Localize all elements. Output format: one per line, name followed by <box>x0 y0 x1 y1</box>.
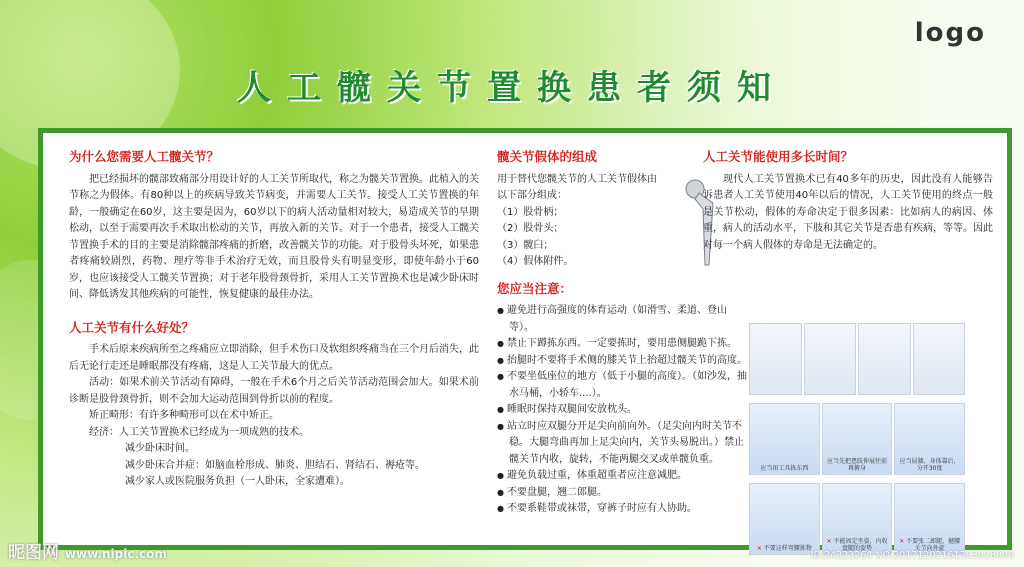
paragraph: 用于替代您髋关节的人工关节假体由以下部分组成： <box>497 173 657 201</box>
section-heading: 人工关节有什么好处？ <box>69 319 195 335</box>
page-title: 人工髋关节置换患者须知 <box>237 68 787 108</box>
list-item: 减少家人或医院服务负担（一人卧床，全家遭难）。 <box>125 476 350 487</box>
section-heading: 您应当注意： <box>497 280 573 296</box>
photo <box>749 403 820 475</box>
content-board <box>38 128 1012 550</box>
photo <box>822 403 893 475</box>
cross-icon: ✕ <box>826 538 832 545</box>
paragraph: 活动：如果术前关节活动有障碍，一般在手术6个月之后关节活动范围会加大。如果术前诊断是股骨颈骨折，则不会加大运动范围到骨折以前的程度。 <box>69 377 479 405</box>
caption: ✕ 不能固定坐姿，内收盘腿的姿势 <box>826 538 888 552</box>
section-heading: 髋关节假体的组成 <box>497 149 598 164</box>
photo-strip-dont <box>749 483 965 555</box>
list-item: 减少卧床合并症：如脑血栓形成、肺炎、胆结石、肾结石、褥疮等。 <box>125 459 425 471</box>
photo <box>894 403 965 475</box>
cross-icon: ✕ <box>756 545 762 552</box>
list-item: （3）髋臼； <box>497 239 554 251</box>
photo <box>858 323 911 395</box>
photo <box>749 323 802 395</box>
list-item: ● 禁止下蹲拣东西。一定要拣时，要用患侧腿跪下拣。 <box>497 336 747 353</box>
list-item: ● 抬腿时不要将手术侧的膝关节上抬超过髋关节的高度。 <box>497 353 747 370</box>
photo-strip-do <box>749 403 965 475</box>
logo: logo <box>914 18 986 48</box>
column-why <box>69 149 479 491</box>
column-lifespan <box>703 149 993 254</box>
list-item: ● 不要坐低座位的地方（低于小腿的高度）。（如沙发，抽水马桶，小轿车....）。 <box>497 369 747 402</box>
photo <box>894 483 965 555</box>
list-item: ● 不要盘腿，翘二郎腿。 <box>497 485 747 502</box>
caption: ✕ 不要这样弯腰拣物 <box>756 545 812 552</box>
photo <box>804 323 857 395</box>
watermark: 昵图网 www.nipic.com <box>8 543 167 563</box>
list-item: （2）股骨头； <box>497 223 564 234</box>
photo <box>822 483 893 555</box>
watermark-id: ID:24323264 NO:20171202161303028000 <box>810 550 1014 561</box>
paragraph: 经济：人工关节置换术已经成为一项成熟的技术。 <box>89 426 309 438</box>
illustration-panel <box>749 323 965 563</box>
list-item: ● 不要系鞋带或袜带，穿裤子时应有人协助。 <box>497 501 747 518</box>
list-item: （4）假体附件。 <box>497 256 574 267</box>
section-heading: 人工关节能使用多长时间？ <box>703 149 854 164</box>
list-item: （1）股骨柄； <box>497 206 564 218</box>
section-heading: 为什么您需要人工髋关节？ <box>69 149 220 164</box>
caption: 应当屈膝，身体靠后，分开30度 <box>899 458 960 472</box>
paragraph: 矫正畸形：有许多种畸形可以在术中矫正。 <box>89 410 279 421</box>
list-item: ● 避免负载过重，体重超重者应注意减肥。 <box>497 468 747 485</box>
paragraph: 把已经损坏的髋部致痛部分用设计好的人工关节所取代，称之为髋关节置换。此植入的关节称之为假体。有80种以上的疾病导致关节病变，并需要人工关节。接受人工关节置换的年龄，一般确定在60岁，这主要是因为，60岁以下的病人活动量相对较大，易造成关节的早期松动，以至于需要再次手术取出松动的关节，再放入新的关节。对于一个患者，接受人工髋关节置换手术的目的主要是消除髋部疼痛的折磨，改善髋关节的功能。对于股骨头坏死，如果患者疼痛较剧烈，药物、理疗等非手术治疗无效，而且股骨头有明显变形，即使年龄小于60岁，也应该接受人工髋关节置换；对于老年股骨颈骨折，采用人工关节置换术也是减少卧床时间、降低诱发其他疾病的可能性，恢复健康的最佳办法。 <box>69 173 479 300</box>
cross-icon: ✕ <box>899 538 905 545</box>
caption: ✕ 不要张二郎腿，健腰关节向外旋 <box>899 538 961 552</box>
paragraph: 手术后原来疾病所至之疼痛应立即消除，但手术伤口及软组织疼痛当在三个月后消失，此后无论行走还是睡眠都没有疼痛，这是人工关节最大的优点。 <box>69 344 479 372</box>
photo-strip-walker <box>749 323 965 395</box>
photo <box>749 483 820 555</box>
paragraph: 现代人工关节置换术已有40多年的历史，因此没有人能够告诉患者人工关节使用40年以后的情况，人工关节使用的终点一般是关节松动，假体的寿命决定于很多因素：比如病人的病因、体重，病人的活动水平，下肢和其它关节是否患有疾病，等等。因此对每一个病人假体的寿命是无法确定的。 <box>703 173 993 251</box>
list-item: ● 避免进行高强度的体育运动（如滑雪、柔道、登山等）。 <box>497 303 747 336</box>
list-item: 减少卧床时间。 <box>125 443 195 454</box>
caption: 应当先把患肢伸展往前再俯身 <box>827 458 888 472</box>
list-item: ● 站立时应双腿分开足尖向前向外。（足尖向内时关节不稳。大腿弯曲再加上足尖向内，关节头易脱出。）禁止髋关节内收，旋转，不能两腿交叉或单髋负重。 <box>497 419 747 469</box>
photo <box>913 323 966 395</box>
caption: 应当用工具拣东西 <box>760 465 809 472</box>
list-item: ● 睡眠时保持双腿间安放枕头。 <box>497 402 747 419</box>
